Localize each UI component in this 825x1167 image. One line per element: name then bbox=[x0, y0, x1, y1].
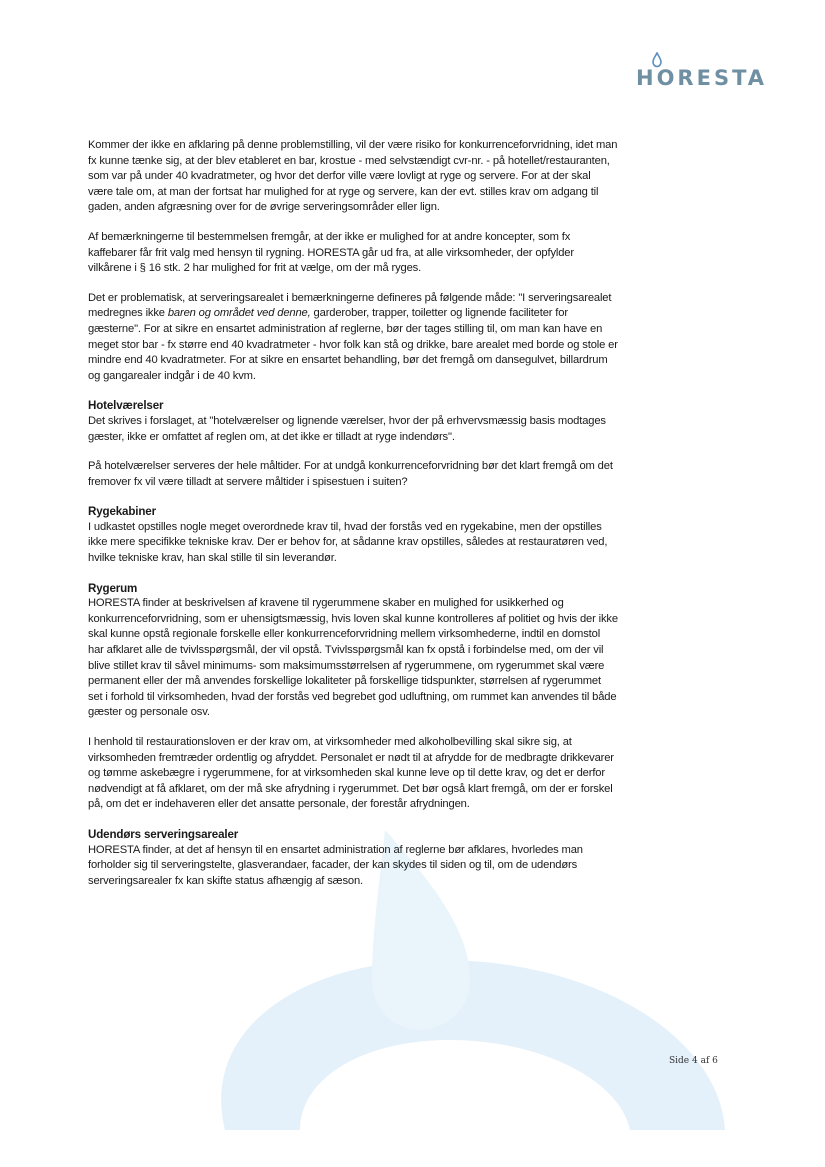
paragraph: På hotelværelser serveres der hele måltider. For at undgå konkurrenceforvridning bør det klart fremgå om det fremover fx vil være tilladt at servere måltider i spisestuen i suiten? bbox=[88, 460, 613, 488]
page-number: Side 4 af 6 bbox=[669, 1056, 718, 1066]
paragraph bbox=[88, 291, 618, 385]
section-heading-rygekabiner: Rygekabiner bbox=[88, 505, 156, 519]
section-heading-udendoers: Udendørs serveringsarealer bbox=[88, 827, 239, 841]
paragraph: Kommer der ikke en afklaring på denne problemstilling, vil der være risiko for konkurrenceforvridning, idet man fx kunne tænke sig, at der blev etableret en bar, krostue - med selvstændigt cvr-nr. - på hotellet/restauranten, som var på under 40 kvadratmeter, og hvor det derfor ville være lovligt at ryge og servere. For at der skal være tale om, at man der fortsat har mulighed for at ryge og servere, kan der evt. stilles krav om adgang til gaden, anden afgræsning over for de øvrige serveringsområder eller lign. bbox=[88, 139, 618, 214]
italic-phrase: baren og området ved denne, bbox=[167, 307, 311, 320]
paragraph-text: Det er problematisk, at serveringsarealet i bemærkningerne defineres på følgende måde: "I serveringsarealet medregnes ikke bbox=[88, 291, 612, 320]
paragraph: I henhold til restaurationsloven er der krav om, at virksomheder med alkoholbevilling skal sikre sig, at virksomheden fremtræder ordentlig og afryddet. Personalet er nødt til at afrydde for de medbragte drikkevarer og tømme askebægre i rygerummene, for at virksomheden skal kunne leve op til dette krav, og det er derfor nødvendigt at få afklaret, om der må ske afrydning i rygerummet. Det bør også klart fremgå, om der er forskel på, om det er indehaveren eller det ansatte personale, der forestår afrydningen. bbox=[88, 736, 614, 811]
paragraph: HORESTA finder, at det af hensyn til en ensartet administration af reglerne bør afklares, hvorledes man forholder sig til serveringstelte, glasverandaer, facader, der kan skydes til siden og til, om de udendørs serveringsarealer fx kan skifte status afhængig af sæson. bbox=[88, 843, 583, 887]
section-heading-rygerum: Rygerum bbox=[88, 581, 138, 595]
paragraph: HORESTA finder at beskrivelsen af kravene til rygerummene skaber en mulighed for usikkerhed og konkurrenceforvridning, som er uhensigtsmæssig, hvis loven skal kunne kontrolleres af politiet og hvis der ikke skal kunne opstå regionale forskelle eller konkurrenceforvridning mellem virksomhederne, indtil en domstol har afklaret alle de tvivlsspørgsmål, der vil opstå. Tvivlsspørgsmål kan fx opstå i forbindelse med, om der vil blive stillet krav til såvel minimums- som maksimumsstørrelsen af rygerummene, om rygerummet skal være permanent eller der må anvendes forskellige lokaliteter på forskellige tidspunkter, størrelsen af rygerummet set i forhold til virksomheden, hvad der forstås ved begrebet god udluftning, om rummet kan anvendes til både gæster og personale osv. bbox=[88, 597, 618, 719]
paragraph: Det skrives i forslaget, at "hotelværelser og lignende værelser, hvor der på erhvervsmæssig basis modtages gæster, ikke er omfattet af reglen om, at det ikke er tilladt at ryge indendørs". bbox=[88, 414, 606, 443]
paragraph: I udkastet opstilles nogle meget overordnede krav til, hvad der forstås ved en rygekabine, men der opstilles ikke mere specifikke tekniske krav. Der er behov for, at sådanne krav opstilles, således at restauratøren ved, hvilke tekniske krav, han skal stille til sin leverandør. bbox=[88, 520, 608, 565]
letter-body bbox=[88, 138, 618, 903]
section-heading-hotel: Hotelværelser bbox=[88, 399, 164, 413]
paragraph: Af bemærkningerne til bestemmelsen fremgår, at der ikke er mulighed for at andre koncepter, som fx kaffebarer får frit valg med hensyn til rygning. HORESTA går ud fra, at alle virksomheder, der opfylder vilkårene i § 16 stk. 2 har mulighed for frit at vælge, om der må ryges. bbox=[88, 230, 574, 275]
paragraph-text: garderober, trapper, toiletter og lignende faciliteter for gæsterne". For at sikre en ensartet administration af reglerne, bør der tages stilling til, om man kan have en meget stor bar - fx større end 40 kvadratmeter - hvor folk kan stå og drikke, bare arealet med borde og stole er mindre end 40 kvadratmeter. For at sikre en ensartet behandling, bør det fremgå om dansegulvet, billardrum og gangarealer indgår i de 40 kvm. bbox=[88, 307, 618, 382]
logo-wordmark: HORESTA bbox=[636, 66, 768, 90]
